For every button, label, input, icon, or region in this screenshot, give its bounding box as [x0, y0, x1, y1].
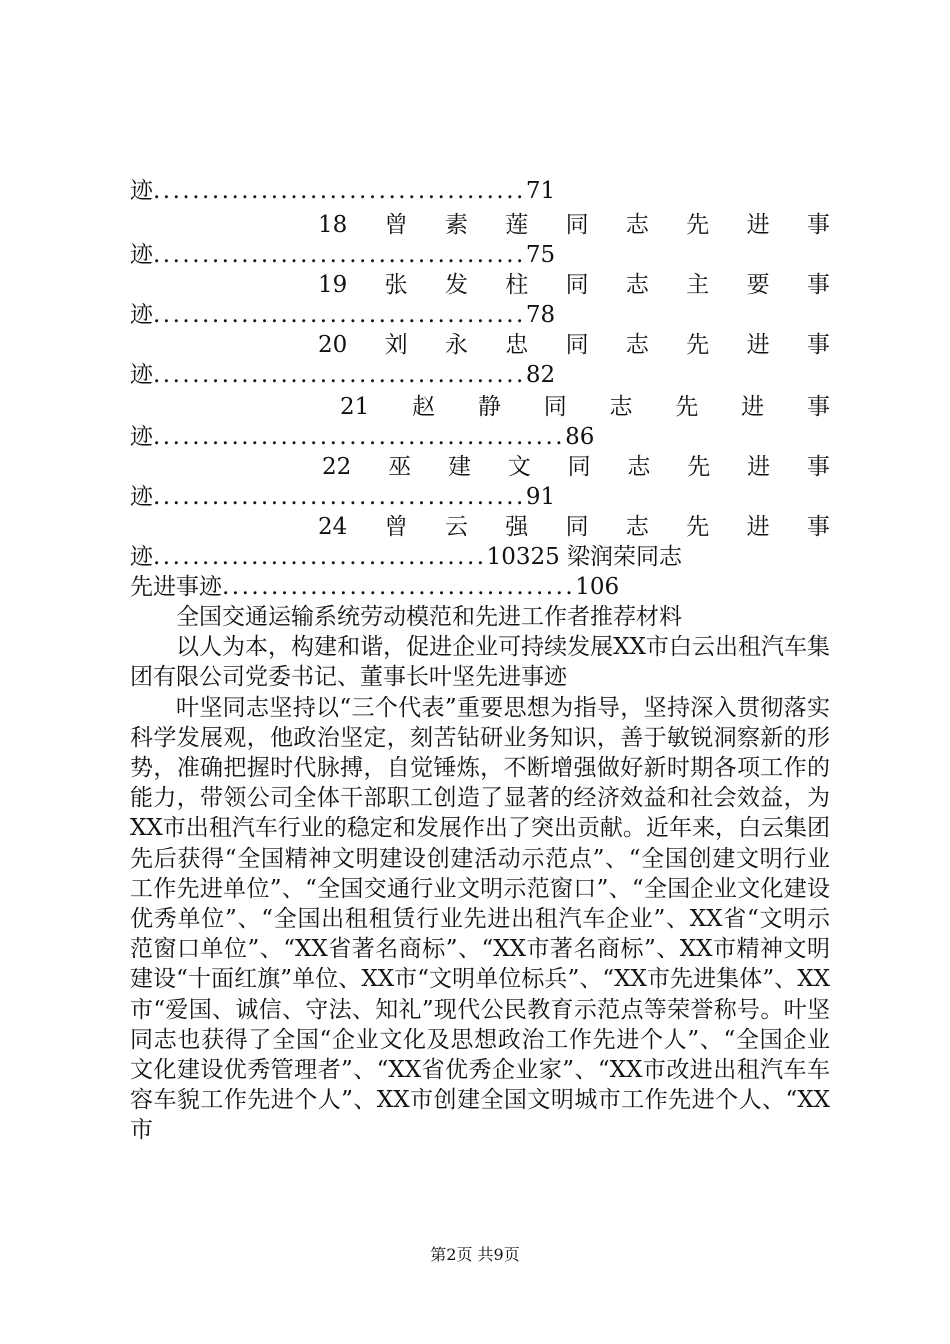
toc-entry-leader — [130, 482, 830, 512]
toc-title-char: 发 — [444, 272, 468, 298]
toc-leader-dots: .................................. — [153, 544, 487, 570]
toc-entry-title — [340, 392, 830, 422]
toc-title-char: 事 — [806, 514, 830, 540]
toc-title-char: 刘 — [384, 332, 408, 358]
toc-entry-suffix: 迹 — [130, 178, 153, 204]
toc-title-char: 曾 — [384, 514, 408, 540]
toc-title-char: 同 — [565, 514, 589, 540]
toc-leader-dots: ...................................... — [153, 178, 526, 204]
toc-title-char: 事 — [806, 394, 830, 420]
toc-entry-suffix: 迹 — [130, 484, 153, 510]
toc-page-number: 10325 梁润荣同志 — [486, 544, 683, 570]
toc-page-number: 82 — [525, 362, 556, 388]
toc-title-char: 赵 — [412, 394, 436, 420]
toc-entry-number: 22 — [322, 454, 352, 480]
toc-leader-dots: ...................................... — [153, 362, 526, 388]
toc-title-char: 先 — [686, 212, 710, 238]
toc-entry-leader — [130, 360, 830, 390]
toc-line-last — [130, 572, 830, 602]
toc-leader-dots: ...................................... — [153, 242, 526, 268]
toc-title-char: 忠 — [505, 332, 529, 358]
toc-entry — [130, 270, 830, 330]
toc-page-number: 71 — [525, 178, 556, 204]
toc-entry-leader — [130, 422, 830, 452]
document-body — [130, 602, 830, 1146]
toc-title-char: 志 — [625, 514, 649, 540]
toc-entry — [130, 512, 830, 572]
toc-title-char: 先 — [686, 514, 710, 540]
toc-title-char: 莲 — [505, 212, 529, 238]
toc-title-char: 云 — [444, 514, 468, 540]
toc-entry-title — [322, 452, 830, 482]
section-heading: 全国交通运输系统劳动模范和先进工作者推荐材料 — [176, 604, 682, 630]
toc-title-char: 曾 — [384, 212, 408, 238]
toc-title-char: 柱 — [505, 272, 529, 298]
toc-title-char: 进 — [746, 332, 770, 358]
toc-page-number: 86 — [565, 424, 595, 450]
toc-title-char: 事 — [806, 272, 830, 298]
toc-title-char: 进 — [746, 514, 770, 540]
toc-title-char: 素 — [444, 212, 468, 238]
toc-title-char: 同 — [543, 394, 567, 420]
toc-title-char: 志 — [627, 454, 651, 480]
page-footer: 第2页 共9页 — [430, 1245, 520, 1264]
toc-title-char: 建 — [447, 454, 471, 480]
toc-entry-title — [318, 270, 830, 300]
toc-title-char: 巫 — [388, 454, 412, 480]
toc-entry-number: 19 — [318, 272, 348, 298]
toc-entry-title — [318, 512, 830, 542]
toc-title-char: 事 — [806, 332, 830, 358]
toc-entry-suffix: 迹 — [130, 362, 153, 388]
toc-leader-dots: .................................... — [222, 574, 576, 600]
toc-title-char: 先 — [687, 454, 711, 480]
toc-entry — [130, 452, 830, 512]
toc-title-char: 张 — [384, 272, 408, 298]
toc-entry-suffix: 迹 — [130, 544, 153, 570]
toc-entry — [130, 330, 830, 390]
toc-entry-number: 24 — [318, 514, 348, 540]
toc-title-char: 强 — [505, 514, 529, 540]
toc-entry-leader — [130, 240, 830, 270]
toc-title-char: 先 — [686, 332, 710, 358]
toc-line-first — [130, 176, 830, 206]
toc-title-char: 进 — [747, 454, 771, 480]
toc-title-char: 进 — [741, 394, 765, 420]
toc-entry-suffix: 迹 — [130, 424, 153, 450]
body-paragraph: 叶坚同志坚持以“三个代表”重要思想为指导，坚持深入贯彻落实科学发展观，他政治坚定，刻苦钻研业务知识，善于敏锐洞察新的形势，准确把握时代脉搏，自觉锤炼，不断增强做好新时期各项工作的能力，带领公司全体干部职工创造了显著的经济效益和社会效益，为XX市出租汽车行业的稳定和发展作出了突出贡献。近年来，白云集团先后获得“全国精神文明建设创建活动示范点”、“全国创建文明行业工作先进单位”、“全国交通行业文明示范窗口”、“全国企业文化建设优秀单位”、“全国出租租赁行业先进出租汽车企业”、XX省“文明示范窗口单位”、“XX省著名商标”、“XX市著名商标”、XX市精神文明建设“十面红旗”单位、XX市“文明单位标兵”、“XX市先进集体”、XX市“爱国、诚信、守法、知礼”现代公民教育示范点等荣誉称号。叶坚同志也获得了全国“企业文化及思想政治工作先进个人”、“全国企业文化建设优秀管理者”、“XX省优秀企业家”、“XX市改进出租汽车车容车貌工作先进个人”、XX市创建全国文明城市工作先进个人、“XX市 — [130, 694, 830, 1144]
toc-title-char: 同 — [565, 212, 589, 238]
toc-page-number: 106 — [575, 574, 620, 600]
toc-entry-leader — [130, 300, 830, 330]
toc-page-number: 75 — [525, 242, 556, 268]
toc-title-char: 志 — [625, 332, 649, 358]
toc-title-char: 永 — [444, 332, 468, 358]
toc-title-char: 志 — [609, 394, 633, 420]
toc-entry-suffix: 迹 — [130, 242, 153, 268]
toc-page-number: 91 — [525, 484, 556, 510]
toc-leader-dots: ...................................... — [153, 302, 526, 328]
toc-entry-number: 18 — [318, 212, 348, 238]
toc-title-char: 同 — [565, 272, 589, 298]
toc-title-char: 同 — [567, 454, 591, 480]
toc-title-char: 事 — [806, 454, 830, 480]
toc-entry-number: 21 — [340, 394, 370, 420]
toc-entry — [130, 392, 830, 452]
toc-title-char: 先 — [675, 394, 699, 420]
toc-entry-leader — [130, 542, 830, 572]
toc-title-char: 进 — [746, 212, 770, 238]
toc-entry-number: 20 — [318, 332, 348, 358]
toc-title-char: 静 — [477, 394, 501, 420]
toc-title-char: 要 — [746, 272, 770, 298]
toc-entry — [130, 210, 830, 270]
toc-entry-suffix: 先进事迹 — [130, 574, 222, 600]
toc-title-char: 志 — [625, 272, 649, 298]
toc-leader-dots: ...................................... — [153, 484, 526, 510]
toc-title-char: 同 — [565, 332, 589, 358]
toc-title-char: 文 — [507, 454, 531, 480]
toc-entry-title — [318, 210, 830, 240]
toc-page-number: 78 — [525, 302, 556, 328]
toc-entry-title — [318, 330, 830, 360]
section-subheading: 以人为本，构建和谐，促进企业可持续发展XX市白云出租汽车集团有限公司党委书记、董事长叶坚先进事迹 — [130, 634, 830, 691]
toc-leader-dots: .......................................... — [153, 424, 566, 450]
toc-entry-suffix: 迹 — [130, 302, 153, 328]
toc-title-char: 事 — [806, 212, 830, 238]
toc-title-char: 主 — [686, 272, 710, 298]
toc-title-char: 志 — [625, 212, 649, 238]
